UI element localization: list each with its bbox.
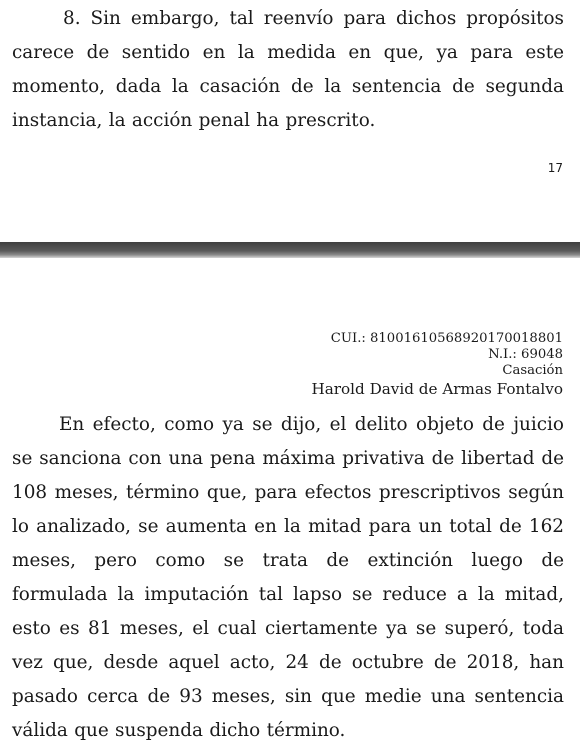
body-paragraph-prescription: En efecto, como ya se dijo, el delito objeto de juicio se sanciona con una pena máxima privativa de libertad de 108 meses, término que, para efectos prescriptivos según lo analizado, se aumenta en la mitad para un total de 162 meses, pero como se trata de extinción luego de formulada la imputación tal lapso se reduce a la mitad, esto es 81 meses, el cual ciertamente ya se superó, toda vez que, desde aquel acto, 24 de octubre de 2018, han pasado cerca de 93 meses, sin que medie una sentencia válida que suspenda dicho término.: [12, 414, 564, 741]
case-cui: CUI.: 81001610568920170018801: [330, 331, 563, 346]
case-ni: N.I.: 69048: [488, 347, 563, 362]
document-page-top: [0, 0, 580, 242]
case-party-name: Harold David de Armas Fontalvo: [311, 380, 563, 398]
page-separator: [0, 242, 580, 258]
page-number: 17: [547, 161, 563, 175]
case-type: Casación: [502, 363, 563, 378]
case-header: [311, 331, 563, 399]
body-paragraph-8: 8. Sin embargo, tal reenvío para dichos propósitos carece de sentido en la medida en que, ya para este momento, dada la casación de la sentencia de segunda instancia, la acción penal ha prescrito.: [12, 8, 564, 131]
